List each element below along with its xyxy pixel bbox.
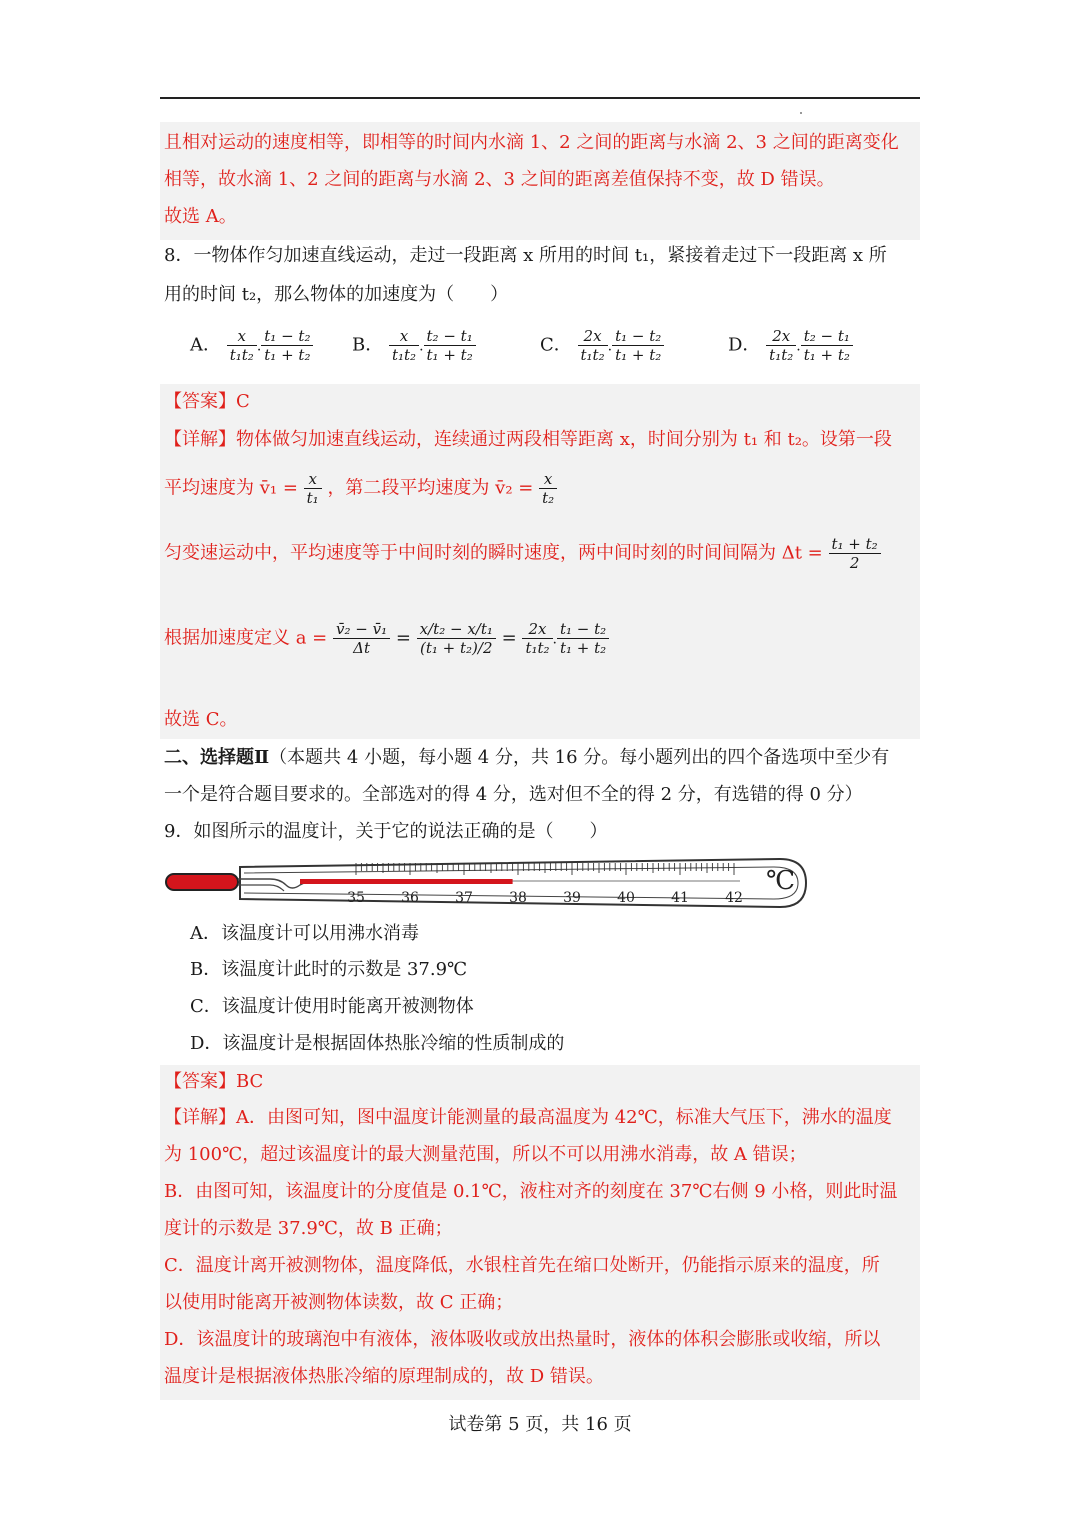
thermometer-tick-label: 35: [347, 890, 365, 906]
q9-stem: 9．如图所示的温度计，关于它的说法正确的是（ ）: [164, 821, 608, 842]
q8-explanation-line: 平均速度为 v̄₁ = $\frac{x}{\text{t₁}}$ ，第二段平均速度为 v̄₂ = $\frac{x}{\text{t₂}}$: [164, 470, 920, 507]
q7-explanation-line: 且相对运动的速度相等，即相等的时间内水滴 1、2 之间的距离与水滴 2、3 之间的距离变化: [164, 132, 899, 153]
q7-conclusion: 故选 A。: [164, 206, 237, 227]
section2-description-line: 一个是符合题目要求的。全部选对的得 4 分，选对但不全的得 2 分，有选错的得 0 分）: [164, 784, 863, 805]
thermometer-unit: ℃: [766, 866, 796, 896]
section2-heading-line: [164, 746, 920, 770]
header-rule: [160, 97, 920, 99]
thermometer-tick-label: 37: [455, 890, 473, 906]
section2-description: （本题共 4 小题，每小题 4 分，共 16 分。每小题列出的四个备选项中至少有: [269, 747, 890, 768]
q9-explanation-line: 以使用时能离开被测物体读数，故 C 正确；: [164, 1292, 514, 1313]
q8-option-a: A． $\frac{x}{\text{t₁t₂}}$ . $\frac{\text{t₁ − t₂}}{\text{t₁ + t₂}}$: [190, 327, 313, 364]
q9-explanation-line: B．由图可知，该温度计的分度值是 0.1℃，液柱对齐的刻度在 37℃右侧 9 小格，则此时温: [164, 1181, 898, 1202]
q8-acceleration-derivation: 根据加速度定义 a = $\frac{\text{v̄₂ − v̄₁}}{\Delta t}$ = $\frac{\text{x/t₂ − x/t₁}}{\text{(t₁ + t₂)/2}}$ = $\frac{2x}{\text{t₁t₂}}$ . $\frac{\text{t₁ − t₂}}{\text{t₁ + t₂}}$: [164, 620, 920, 700]
q8-stem-line: 用的时间 t₂，那么物体的加速度为（ ）: [164, 284, 509, 305]
q8-option-b: B． $\frac{x}{\text{t₁t₂}}$ . $\frac{\text{t₂ − t₁}}{\text{t₁ + t₂}}$: [352, 327, 476, 364]
header-dot: [800, 112, 802, 114]
q8-conclusion: 故选 C。: [164, 709, 238, 730]
q9-explanation-line: 【详解】A．由图可知，图中温度计能测量的最高温度为 42℃，标准大气压下，沸水的温度: [164, 1107, 892, 1128]
thermometer-tick-label: 36: [401, 890, 419, 906]
section2-title: 二、选择题Ⅱ: [164, 747, 270, 768]
thermometer-figure: [162, 855, 810, 911]
thermometer-tick-label: 42: [725, 890, 743, 906]
q7-explanation-line: 相等，故水滴 1、2 之间的距离与水滴 2、3 之间的距离差值保持不变，故 D 错误。: [164, 169, 835, 190]
q8-answer: 【答案】C: [164, 391, 250, 412]
thermometer-liquid-column: [300, 879, 513, 884]
q9-option-c: C．该温度计使用时能离开被测物体: [190, 996, 474, 1017]
page-footer: 试卷第 5 页，共 16 页: [448, 1414, 632, 1435]
q9-option-b: B．该温度计此时的示数是 37.9℃: [190, 959, 468, 980]
q8-stem-line: 8．一物体作匀加速直线运动，走过一段距离 x 所用的时间 t₁，紧接着走过下一段距离 x 所: [164, 245, 887, 266]
q9-answer: 【答案】BC: [164, 1071, 264, 1092]
thermometer-tick-label: 41: [671, 890, 689, 906]
q9-explanation-line: C．温度计离开被测物体，温度降低，水银柱首先在缩口处断开，仍能指示原来的温度，所: [164, 1255, 880, 1276]
q9-explanation-line: 温度计是根据液体热胀冷缩的原理制成的，故 D 错误。: [164, 1366, 604, 1387]
q9-option-d: D．该温度计是根据固体热胀冷缩的性质制成的: [190, 1033, 565, 1054]
q9-explanation-line: 度计的示数是 37.9℃，故 B 正确；: [164, 1218, 453, 1239]
q9-option-a: A．该温度计可以用沸水消毒: [190, 923, 419, 944]
q9-explanation-line: 为 100℃，超过该温度计的最大测量范围，所以不可以用沸水消毒，故 A 错误；: [164, 1144, 807, 1165]
thermometer-bulb: [166, 874, 238, 890]
q8-option-d: D． $\frac{2x}{\text{t₁t₂}}$ . $\frac{\text{t₂ − t₁}}{\text{t₁ + t₂}}$: [728, 327, 853, 364]
thermometer-tick-label: 38: [509, 890, 527, 906]
thermometer-tick-label: 40: [617, 890, 635, 906]
q9-explanation-line: D．该温度计的玻璃泡中有液体，液体吸收或放出热量时，液体的体积会膨胀或收缩，所以: [164, 1329, 881, 1350]
q8-explanation-line: 【详解】物体做匀加速直线运动，连续通过两段相等距离 x，时间分别为 t₁ 和 t₂。设第一段: [164, 429, 892, 450]
q8-explanation-line: 匀变速运动中，平均速度等于中间时刻的瞬时速度，两中间时刻的时间间隔为 Δt = $\frac{\text{t₁ + t₂}}{2}$: [164, 535, 920, 572]
thermometer-tick-label: 39: [563, 890, 581, 906]
q8-option-c: C． $\frac{2x}{\text{t₁t₂}}$ . $\frac{\text{t₁ − t₂}}{\text{t₁ + t₂}}$: [540, 327, 664, 364]
